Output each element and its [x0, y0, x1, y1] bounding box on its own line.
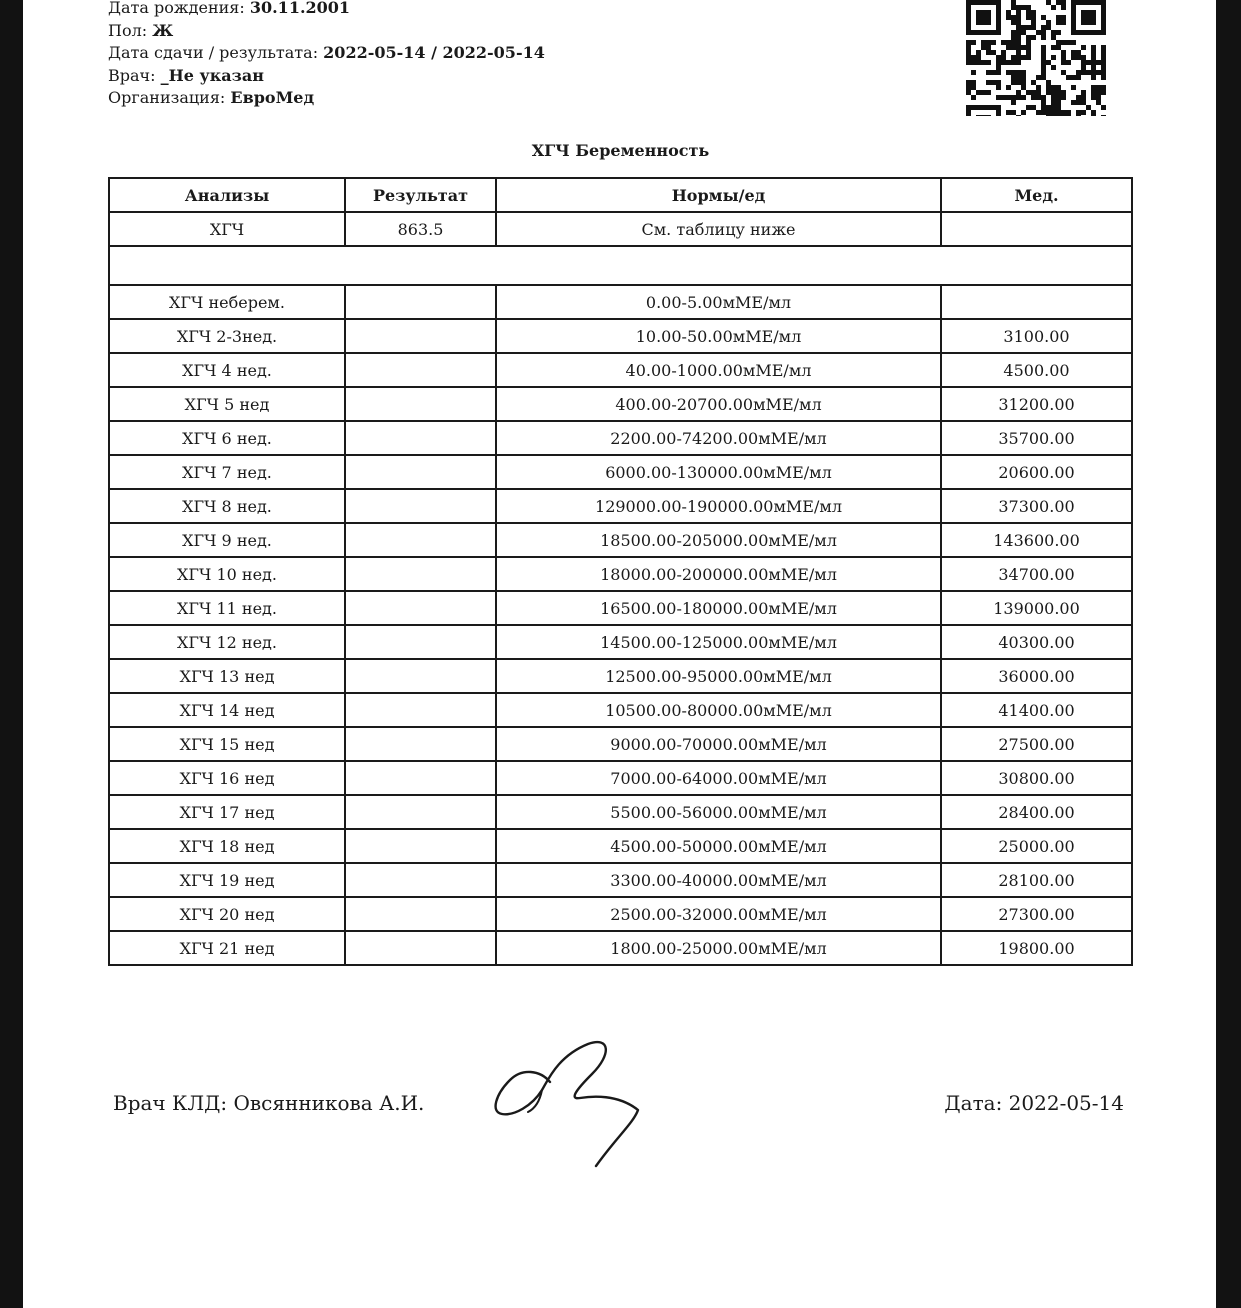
organization-row: [108, 87, 545, 110]
table-row-main: [109, 212, 1132, 246]
table-row: [109, 557, 1132, 591]
cell-test: ХГЧ: [109, 212, 345, 246]
cell-med: 27500.00: [941, 727, 1132, 761]
cell-norm: 7000.00-64000.00мМЕ/мл: [496, 761, 941, 795]
cell-test: ХГЧ 4 нед.: [109, 353, 345, 387]
cell-norm: 2500.00-32000.00мМЕ/мл: [496, 897, 941, 931]
table-row: [109, 455, 1132, 489]
report-title: ХГЧ Беременность: [531, 141, 710, 160]
dates-label: Дата сдачи / результата:: [108, 43, 319, 62]
table-row: [109, 897, 1132, 931]
footer-doctor: Врач КЛД: Овсянникова А.И.: [113, 1091, 425, 1115]
cell-result: [345, 353, 496, 387]
table-row: [109, 285, 1132, 319]
viewer-frame-left: [0, 0, 23, 1308]
cell-med: 27300.00: [941, 897, 1132, 931]
cell-med: 28400.00: [941, 795, 1132, 829]
cell-med: 25000.00: [941, 829, 1132, 863]
table-row: [109, 353, 1132, 387]
separator-cell: [109, 246, 1132, 285]
dates-value: 2022-05-14 / 2022-05-14: [323, 43, 545, 62]
cell-med: 35700.00: [941, 421, 1132, 455]
cell-test: ХГЧ 14 нед: [109, 693, 345, 727]
cell-test: ХГЧ 10 нед.: [109, 557, 345, 591]
cell-norm: См. таблицу ниже: [496, 212, 941, 246]
table-row: [109, 489, 1132, 523]
cell-test: ХГЧ 18 нед: [109, 829, 345, 863]
cell-norm: 129000.00-190000.00мМЕ/мл: [496, 489, 941, 523]
cell-med: 34700.00: [941, 557, 1132, 591]
cell-test: ХГЧ 2-3нед.: [109, 319, 345, 353]
cell-result: [345, 897, 496, 931]
table-row: [109, 795, 1132, 829]
table-row: [109, 591, 1132, 625]
cell-test: ХГЧ 13 нед: [109, 659, 345, 693]
cell-norm: 4500.00-50000.00мМЕ/мл: [496, 829, 941, 863]
cell-norm: 1800.00-25000.00мМЕ/мл: [496, 931, 941, 965]
birth-date-label: Дата рождения:: [108, 0, 245, 17]
birth-date-value: 30.11.2001: [249, 0, 351, 17]
cell-med: 3100.00: [941, 319, 1132, 353]
signature-image: [488, 1038, 648, 1170]
cell-norm: 10.00-50.00мМЕ/мл: [496, 319, 941, 353]
cell-result: [345, 319, 496, 353]
header-med: Мед.: [941, 178, 1132, 212]
doctor-row: [108, 65, 545, 88]
cell-norm: 2200.00-74200.00мМЕ/мл: [496, 421, 941, 455]
patient-info: [108, 0, 545, 110]
cell-result: [345, 795, 496, 829]
cell-test: ХГЧ 5 нед: [109, 387, 345, 421]
cell-norm: 10500.00-80000.00мМЕ/мл: [496, 693, 941, 727]
doctor-label: Врач:: [108, 65, 156, 85]
viewer-frame-right: [1216, 0, 1241, 1308]
cell-norm: 400.00-20700.00мМЕ/мл: [496, 387, 941, 421]
table-row: [109, 523, 1132, 557]
cell-test: ХГЧ 7 нед.: [109, 455, 345, 489]
cell-med: 31200.00: [941, 387, 1132, 421]
dates-row: [108, 42, 545, 65]
cell-test: ХГЧ 19 нед: [109, 863, 345, 897]
cell-test: ХГЧ 12 нед.: [109, 625, 345, 659]
cell-test: ХГЧ 11 нед.: [109, 591, 345, 625]
cell-med: 28100.00: [941, 863, 1132, 897]
cell-norm: 0.00-5.00мМЕ/мл: [496, 285, 941, 319]
cell-test: ХГЧ 20 нед: [109, 897, 345, 931]
table-row: [109, 319, 1132, 353]
cell-norm: 40.00-1000.00мМЕ/мл: [496, 353, 941, 387]
organization-label: Организация:: [108, 88, 226, 107]
cell-norm: 3300.00-40000.00мМЕ/мл: [496, 863, 941, 897]
cell-med: 36000.00: [941, 659, 1132, 693]
doctor-value: _Не указан: [160, 65, 264, 85]
sex-label: Пол:: [108, 20, 148, 40]
cell-norm: 9000.00-70000.00мМЕ/мл: [496, 727, 941, 761]
cell-test: ХГЧ 21 нед: [109, 931, 345, 965]
cell-result: [345, 829, 496, 863]
cell-result: [345, 591, 496, 625]
cell-result: [345, 863, 496, 897]
cell-med: 139000.00: [941, 591, 1132, 625]
cell-norm: 12500.00-95000.00мМЕ/мл: [496, 659, 941, 693]
table-row: [109, 829, 1132, 863]
sex-value: Ж: [152, 20, 174, 40]
table-row: [109, 863, 1132, 897]
cell-norm: 18500.00-205000.00мМЕ/мл: [496, 523, 941, 557]
table-row: [109, 693, 1132, 727]
table-header-row: [109, 178, 1132, 212]
cell-med: 37300.00: [941, 489, 1132, 523]
cell-med: 20600.00: [941, 455, 1132, 489]
table-row-separator: [109, 246, 1132, 285]
cell-result: [345, 455, 496, 489]
table-row: [109, 659, 1132, 693]
cell-test: ХГЧ 9 нед.: [109, 523, 345, 557]
qr-code-icon: [966, 0, 1106, 116]
cell-med: 143600.00: [941, 523, 1132, 557]
cell-med: 19800.00: [941, 931, 1132, 965]
results-table: [108, 177, 1133, 966]
cell-test: ХГЧ 15 нед: [109, 727, 345, 761]
cell-result: [345, 727, 496, 761]
cell-result: [345, 761, 496, 795]
table-row: [109, 421, 1132, 455]
birth-date-row: [108, 0, 545, 20]
cell-med: 30800.00: [941, 761, 1132, 795]
footer-date: Дата: 2022-05-14: [944, 1091, 1124, 1115]
cell-result: [345, 523, 496, 557]
cell-result: [345, 693, 496, 727]
cell-test: ХГЧ 17 нед: [109, 795, 345, 829]
cell-result: [345, 285, 496, 319]
cell-med: 41400.00: [941, 693, 1132, 727]
cell-med: [941, 212, 1132, 246]
cell-result: 863.5: [345, 212, 496, 246]
organization-value: ЕвроМед: [230, 88, 315, 107]
cell-med: [941, 285, 1132, 319]
cell-result: [345, 489, 496, 523]
cell-result: [345, 387, 496, 421]
sex-row: [108, 20, 545, 43]
cell-result: [345, 625, 496, 659]
cell-result: [345, 421, 496, 455]
table-row: [109, 761, 1132, 795]
cell-result: [345, 557, 496, 591]
cell-test: ХГЧ 6 нед.: [109, 421, 345, 455]
cell-result: [345, 659, 496, 693]
cell-med: 40300.00: [941, 625, 1132, 659]
cell-norm: 6000.00-130000.00мМЕ/мл: [496, 455, 941, 489]
cell-test: ХГЧ 16 нед: [109, 761, 345, 795]
cell-test: ХГЧ неберем.: [109, 285, 345, 319]
cell-test: ХГЧ 8 нед.: [109, 489, 345, 523]
cell-norm: 18000.00-200000.00мМЕ/мл: [496, 557, 941, 591]
table-row: [109, 625, 1132, 659]
cell-norm: 14500.00-125000.00мМЕ/мл: [496, 625, 941, 659]
header-result: Результат: [345, 178, 496, 212]
cell-norm: 5500.00-56000.00мМЕ/мл: [496, 795, 941, 829]
cell-result: [345, 931, 496, 965]
table-row: [109, 387, 1132, 421]
header-analyses: Анализы: [109, 178, 345, 212]
header-norms: Нормы/ед: [496, 178, 941, 212]
table-row: [109, 727, 1132, 761]
cell-norm: 16500.00-180000.00мМЕ/мл: [496, 591, 941, 625]
cell-med: 4500.00: [941, 353, 1132, 387]
table-row: [109, 931, 1132, 965]
